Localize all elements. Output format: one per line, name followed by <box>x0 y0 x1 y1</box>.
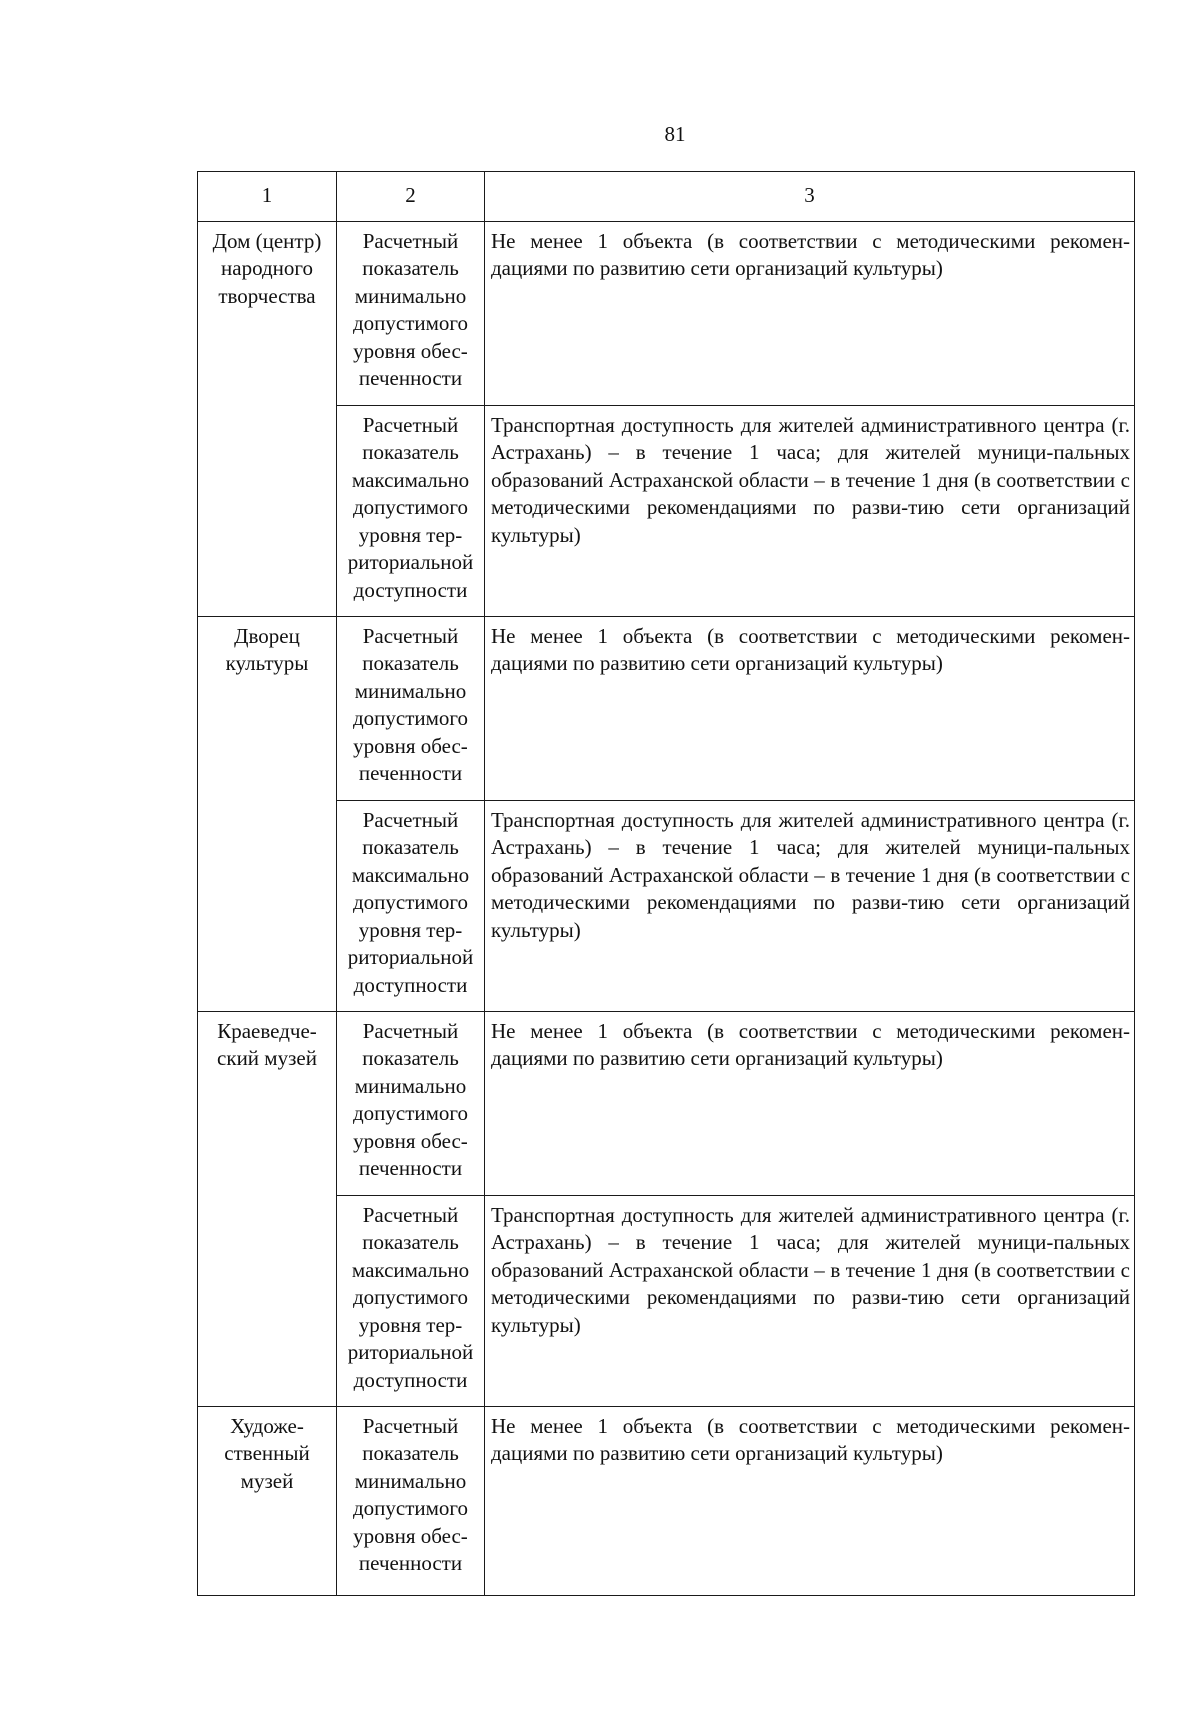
table-row <box>198 221 1135 405</box>
indicator-cell: Расчетный показатель минимально допустимого уровня обес-печенности <box>337 221 485 405</box>
value-cell: Не менее 1 объекта (в соответствии с методическими рекомен-дациями по развитию сети организаций культуры) <box>485 1406 1135 1595</box>
value-cell: Транспортная доступность для жителей административного центра (г. Астрахань) – в течение 1 часа; для жителей муници-пальных образований Астраханской области – в течение 1 дня (в соответствии с методическими рекомендациями по разви-тию сети организаций культуры) <box>485 405 1135 616</box>
table-row <box>198 800 1135 1011</box>
object-name-cell: Художе-ственный музей <box>198 1406 337 1595</box>
object-name-cell: Дом (центр) народного творчества <box>198 221 337 616</box>
table-row <box>198 616 1135 800</box>
indicator-cell: Расчетный показатель минимально допустимого уровня обес-печенности <box>337 1011 485 1195</box>
value-cell: Не менее 1 объекта (в соответствии с методическими рекомен-дациями по развитию сети организаций культуры) <box>485 1011 1135 1195</box>
table-row <box>198 405 1135 616</box>
page-number: 81 <box>664 122 686 146</box>
header-cell: 3 <box>485 172 1135 222</box>
table-row <box>198 1011 1135 1195</box>
table-header-row <box>198 172 1135 222</box>
value-cell: Транспортная доступность для жителей административного центра (г. Астрахань) – в течение 1 часа; для жителей муници-пальных образований Астраханской области – в течение 1 дня (в соответствии с методическими рекомендациями по разви-тию сети организаций культуры) <box>485 800 1135 1011</box>
table-row <box>198 1406 1135 1595</box>
table-row <box>198 1195 1135 1406</box>
header-cell: 1 <box>198 172 337 222</box>
value-cell: Не менее 1 объекта (в соответствии с методическими рекомен-дациями по развитию сети организаций культуры) <box>485 221 1135 405</box>
indicator-cell: Расчетный показатель минимально допустимого уровня обес-печенности <box>337 1406 485 1595</box>
indicator-cell: Расчетный показатель минимально допустимого уровня обес-печенности <box>337 616 485 800</box>
indicator-cell: Расчетный показатель максимально допустимого уровня тер-риториальной доступности <box>337 405 485 616</box>
value-cell: Не менее 1 объекта (в соответствии с методическими рекомен-дациями по развитию сети организаций культуры) <box>485 616 1135 800</box>
header-cell: 2 <box>337 172 485 222</box>
object-name-cell: Дворец культуры <box>198 616 337 1011</box>
value-cell: Транспортная доступность для жителей административного центра (г. Астрахань) – в течение 1 часа; для жителей муници-пальных образований Астраханской области – в течение 1 дня (в соответствии с методическими рекомендациями по разви-тию сети организаций культуры) <box>485 1195 1135 1406</box>
standards-table <box>197 171 1135 1596</box>
indicator-cell: Расчетный показатель максимально допустимого уровня тер-риториальной доступности <box>337 800 485 1011</box>
object-name-cell: Краеведче-ский музей <box>198 1011 337 1406</box>
indicator-cell: Расчетный показатель максимально допустимого уровня тер-риториальной доступности <box>337 1195 485 1406</box>
